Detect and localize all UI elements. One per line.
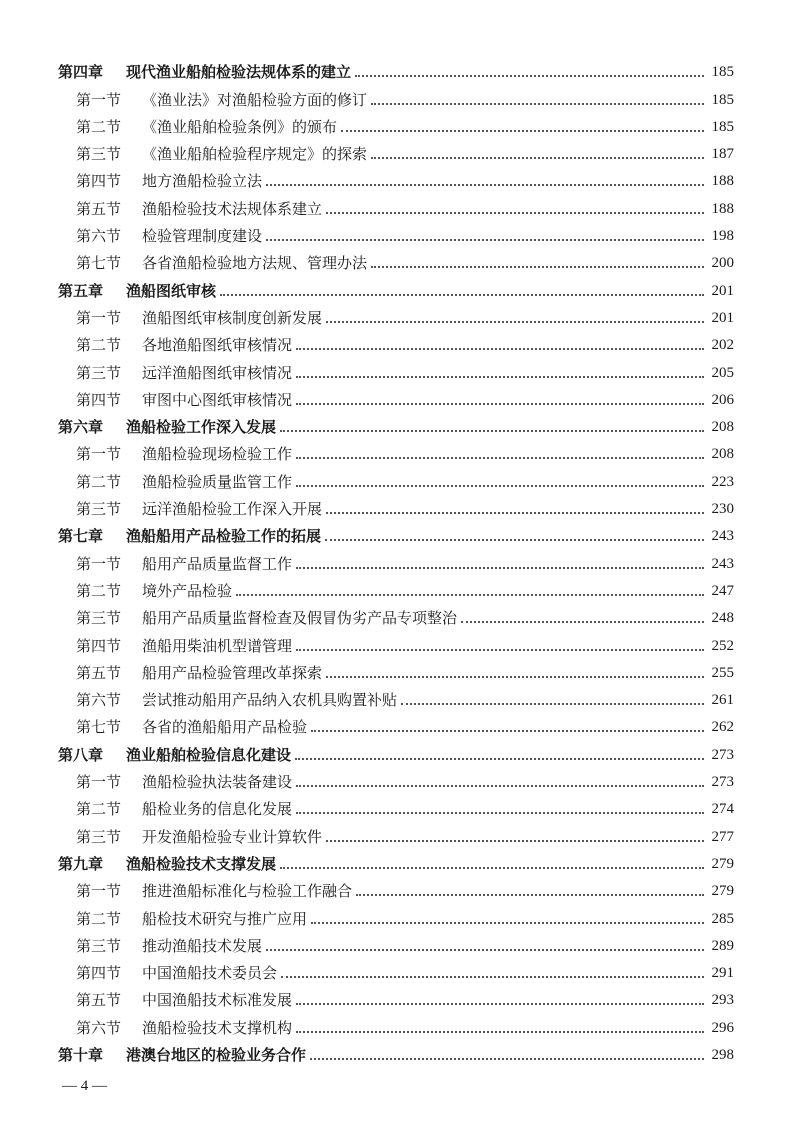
toc-section-entry[interactable] <box>58 108 734 135</box>
dot-leader <box>296 348 704 350</box>
toc-section-entry[interactable] <box>58 217 734 244</box>
toc-section-entry[interactable] <box>58 899 734 926</box>
chapter-title: 港澳台地区的检验业务合作 <box>126 1045 307 1064</box>
section-label: 第一节 <box>76 445 122 464</box>
chapter-label: 第五章 <box>58 281 104 300</box>
page-reference: 248 <box>711 610 734 627</box>
page-reference: 223 <box>711 473 734 490</box>
page-reference: 247 <box>711 582 734 599</box>
section-label: 第二节 <box>76 800 122 819</box>
chapter-title: 现代渔业船舶检验法规体系的建立 <box>126 63 352 82</box>
page-reference: 243 <box>711 555 734 572</box>
toc-section-entry[interactable] <box>58 353 734 380</box>
page-reference: 293 <box>711 992 734 1009</box>
section-label: 第三节 <box>76 609 122 628</box>
dot-leader <box>326 676 704 678</box>
section-title: 尝试推动船用产品纳入农机具购置补贴 <box>142 691 398 710</box>
section-label: 第三节 <box>76 827 122 846</box>
section-label: 第二节 <box>76 117 122 136</box>
page-reference: 201 <box>711 282 734 299</box>
dot-leader <box>236 594 704 596</box>
chapter-label: 第八章 <box>58 745 104 764</box>
dot-leader <box>371 103 704 105</box>
toc-section-entry[interactable] <box>58 435 734 462</box>
section-label: 第四节 <box>76 964 122 983</box>
toc-section-entry[interactable] <box>58 490 734 517</box>
toc-chapter-entry[interactable] <box>58 1036 734 1063</box>
page-reference: 273 <box>711 774 734 791</box>
section-title: 船检业务的信息化发展 <box>142 800 293 819</box>
page-reference: 188 <box>711 173 734 190</box>
dot-leader <box>310 1058 704 1060</box>
section-label: 第一节 <box>76 554 122 573</box>
toc-section-entry[interactable] <box>58 244 734 271</box>
dot-leader <box>266 184 704 186</box>
dot-leader <box>296 567 704 569</box>
page-reference: 187 <box>711 146 734 163</box>
page-reference: 289 <box>711 937 734 954</box>
page-reference: 274 <box>711 801 734 818</box>
chapter-title: 渔船图纸审核 <box>126 281 217 300</box>
page-reference: 262 <box>711 719 734 736</box>
dot-leader <box>296 1031 704 1033</box>
dot-leader <box>266 239 704 241</box>
toc-section-entry[interactable] <box>58 981 734 1008</box>
toc-chapter-entry[interactable] <box>58 271 734 298</box>
toc-section-entry[interactable] <box>58 189 734 216</box>
toc-section-entry[interactable] <box>58 1008 734 1035</box>
dot-leader <box>356 894 704 896</box>
toc-section-entry[interactable] <box>58 544 734 571</box>
dot-leader <box>311 922 704 924</box>
toc-section-entry[interactable] <box>58 299 734 326</box>
toc-section-entry[interactable] <box>58 817 734 844</box>
page-reference: 188 <box>711 200 734 217</box>
dot-leader <box>266 949 704 951</box>
toc-section-entry[interactable] <box>58 654 734 681</box>
toc-section-entry[interactable] <box>58 572 734 599</box>
section-title: 渔船用柴油机型谱管理 <box>142 636 293 655</box>
section-label: 第二节 <box>76 909 122 928</box>
dot-leader <box>326 321 704 323</box>
section-label: 第七节 <box>76 254 122 273</box>
toc-section-entry[interactable] <box>58 80 734 107</box>
section-title: 渔船检验现场检验工作 <box>142 445 293 464</box>
toc-section-entry[interactable] <box>58 462 734 489</box>
page-reference: 243 <box>711 528 734 545</box>
section-label: 第七节 <box>76 718 122 737</box>
toc-chapter-entry[interactable] <box>58 517 734 544</box>
section-title: 渔船检验质量监管工作 <box>142 472 293 491</box>
page-reference: 185 <box>711 118 734 135</box>
dot-leader <box>355 75 704 77</box>
toc-section-entry[interactable] <box>58 626 734 653</box>
dot-leader <box>296 649 704 651</box>
section-label: 第五节 <box>76 991 122 1010</box>
section-label: 第五节 <box>76 663 122 682</box>
page-reference: 202 <box>711 337 734 354</box>
dot-leader <box>311 730 704 732</box>
dot-leader <box>326 212 704 214</box>
toc-chapter-entry[interactable] <box>58 408 734 435</box>
section-title: 开发渔船检验专业计算软件 <box>142 827 323 846</box>
section-label: 第三节 <box>76 936 122 955</box>
section-label: 第一节 <box>76 308 122 327</box>
section-label: 第二节 <box>76 336 122 355</box>
section-title: 渔船检验技术支撑机构 <box>142 1018 293 1037</box>
section-title: 地方渔船检验立法 <box>142 172 263 191</box>
page-reference: 206 <box>711 391 734 408</box>
section-title: 远洋渔船检验工作深入开展 <box>142 500 323 519</box>
dot-leader <box>461 621 704 623</box>
dot-leader <box>296 785 704 787</box>
toc-section-entry[interactable] <box>58 681 734 708</box>
chapter-label: 第六章 <box>58 418 104 437</box>
table-of-contents <box>58 53 734 1063</box>
page-reference: 230 <box>711 501 734 518</box>
section-title: 各省的渔船船用产品检验 <box>142 718 308 737</box>
dot-leader <box>296 485 704 487</box>
page-reference: 285 <box>711 910 734 927</box>
dot-leader <box>401 703 704 705</box>
section-label: 第二节 <box>76 472 122 491</box>
page-reference: 277 <box>711 828 734 845</box>
section-title: 渔船检验执法装备建设 <box>142 773 293 792</box>
chapter-title: 渔船船用产品检验工作的拓展 <box>126 527 322 546</box>
section-label: 第三节 <box>76 363 122 382</box>
chapter-title: 渔船检验技术支撑发展 <box>126 854 277 873</box>
dot-leader <box>326 512 704 514</box>
section-title: 《渔业船舶检验条例》的颁布 <box>142 117 338 136</box>
dot-leader <box>280 867 704 869</box>
toc-section-entry[interactable] <box>58 326 734 353</box>
chapter-label: 第九章 <box>58 854 104 873</box>
toc-section-entry[interactable] <box>58 381 734 408</box>
section-title: 远洋渔船图纸审核情况 <box>142 363 293 382</box>
section-label: 第六节 <box>76 227 122 246</box>
dot-leader <box>371 157 704 159</box>
dot-leader <box>326 840 704 842</box>
section-title: 《渔业法》对渔船检验方面的修订 <box>142 90 368 109</box>
dot-leader <box>295 758 704 760</box>
dot-leader <box>281 976 704 978</box>
section-title: 中国渔船技术标准发展 <box>142 991 293 1010</box>
page-reference: 252 <box>711 637 734 654</box>
section-title: 渔船图纸审核制度创新发展 <box>142 308 323 327</box>
page-reference: 279 <box>711 883 734 900</box>
page-reference: 208 <box>711 419 734 436</box>
section-label: 第一节 <box>76 882 122 901</box>
toc-chapter-entry[interactable] <box>58 53 734 80</box>
section-title: 推动渔船技术发展 <box>142 936 263 955</box>
section-title: 船用产品质量监督检查及假冒伪劣产品专项整治 <box>142 609 458 628</box>
page-reference: 201 <box>711 309 734 326</box>
toc-section-entry[interactable] <box>58 872 734 899</box>
dot-leader <box>296 376 704 378</box>
section-label: 第四节 <box>76 636 122 655</box>
toc-section-entry[interactable] <box>58 708 734 735</box>
dot-leader <box>296 457 704 459</box>
section-title: 审图中心图纸审核情况 <box>142 390 293 409</box>
toc-chapter-entry[interactable] <box>58 735 734 762</box>
page-reference: 298 <box>711 1046 734 1063</box>
toc-section-entry[interactable] <box>58 162 734 189</box>
page-reference: 255 <box>711 664 734 681</box>
section-title: 境外产品检验 <box>142 581 233 600</box>
dot-leader <box>371 266 704 268</box>
page-reference: 291 <box>711 965 734 982</box>
page-number: — 4 — <box>62 1078 107 1094</box>
section-title: 推进渔船标准化与检验工作融合 <box>142 882 353 901</box>
page-reference: 205 <box>711 364 734 381</box>
toc-section-entry[interactable] <box>58 927 734 954</box>
dot-leader <box>280 430 704 432</box>
page-reference: 208 <box>711 446 734 463</box>
dot-leader <box>220 294 704 296</box>
section-title: 《渔业船舶检验程序规定》的探索 <box>142 145 368 164</box>
dot-leader <box>296 403 704 405</box>
toc-section-entry[interactable] <box>58 135 734 162</box>
page-reference: 200 <box>711 255 734 272</box>
section-title: 各地渔船图纸审核情况 <box>142 336 293 355</box>
dot-leader <box>325 539 704 541</box>
section-label: 第六节 <box>76 1018 122 1037</box>
section-title: 渔船检验技术法规体系建立 <box>142 199 323 218</box>
section-label: 第五节 <box>76 199 122 218</box>
dot-leader <box>296 1003 704 1005</box>
chapter-title: 渔业船舶检验信息化建设 <box>126 745 292 764</box>
dot-leader <box>296 812 704 814</box>
toc-section-entry[interactable] <box>58 763 734 790</box>
section-label: 第一节 <box>76 773 122 792</box>
page-reference: 296 <box>711 1019 734 1036</box>
section-label: 第一节 <box>76 90 122 109</box>
section-label: 第二节 <box>76 581 122 600</box>
section-label: 第三节 <box>76 500 122 519</box>
section-title: 各省渔船检验地方法规、管理办法 <box>142 254 368 273</box>
page-reference: 185 <box>711 91 734 108</box>
section-label: 第四节 <box>76 172 122 191</box>
section-title: 中国渔船技术委员会 <box>142 964 278 983</box>
section-title: 船检技术研究与推广应用 <box>142 909 308 928</box>
dot-leader <box>341 130 704 132</box>
page-reference: 279 <box>711 855 734 872</box>
toc-section-entry[interactable] <box>58 954 734 981</box>
chapter-title: 渔船检验工作深入发展 <box>126 418 277 437</box>
section-label: 第三节 <box>76 145 122 164</box>
section-title: 船用产品质量监督工作 <box>142 554 293 573</box>
page-reference: 198 <box>711 228 734 245</box>
page-reference: 261 <box>711 692 734 709</box>
section-label: 第四节 <box>76 390 122 409</box>
page-reference: 273 <box>711 746 734 763</box>
section-label: 第六节 <box>76 691 122 710</box>
chapter-label: 第七章 <box>58 527 104 546</box>
chapter-label: 第四章 <box>58 63 104 82</box>
toc-chapter-entry[interactable] <box>58 845 734 872</box>
toc-section-entry[interactable] <box>58 599 734 626</box>
page-reference: 185 <box>711 64 734 81</box>
toc-section-entry[interactable] <box>58 790 734 817</box>
section-title: 检验管理制度建设 <box>142 227 263 246</box>
section-title: 船用产品检验管理改革探索 <box>142 663 323 682</box>
chapter-label: 第十章 <box>58 1045 104 1064</box>
